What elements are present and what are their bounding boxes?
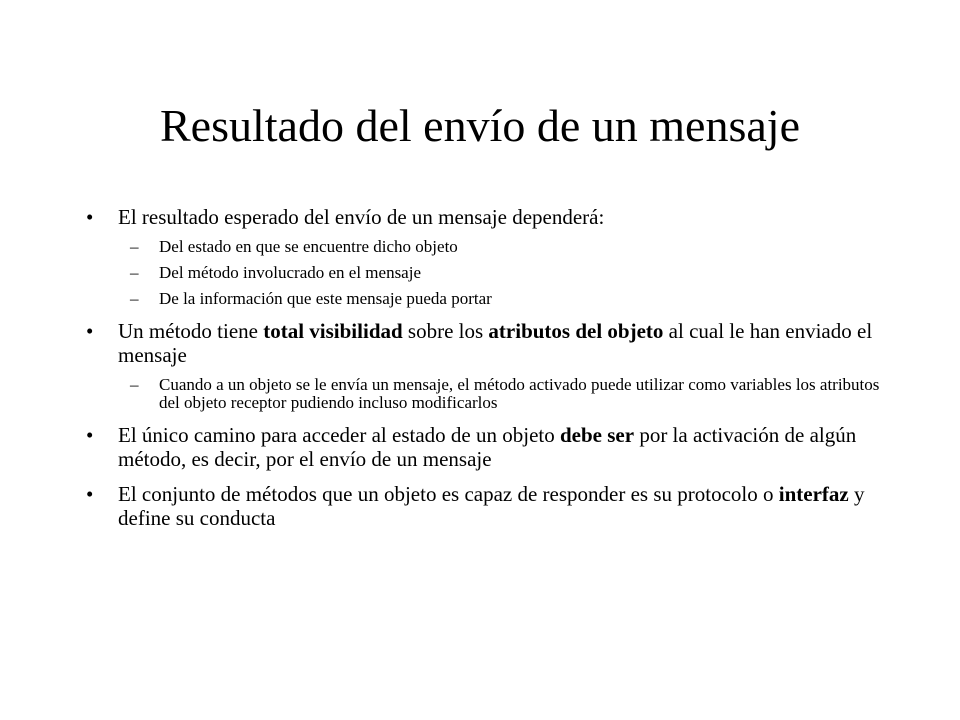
sub-item-text: Del método involucrado en el mensaje	[159, 263, 421, 282]
sub-item-text: De la información que este mensaje pueda portar	[159, 289, 492, 308]
text-segment: y define su conducta	[118, 482, 865, 530]
bullet-text	[118, 319, 872, 367]
text-segment: El conjunto de métodos que un objeto es capaz de responder es su protocolo o	[118, 482, 779, 506]
bullet-item-3	[86, 423, 886, 471]
sub-item-text: Del estado en que se encuentre dicho objeto	[159, 237, 458, 256]
dash-icon: –	[130, 263, 139, 282]
bold-text: debe ser	[559, 423, 635, 447]
bullet-text: El resultado esperado del envío de un mensaje dependerá:	[118, 205, 605, 229]
sub-item-1-1	[86, 238, 886, 256]
sub-item-2-1	[86, 376, 886, 412]
sub-item-1-2	[86, 264, 886, 282]
bold-text: total visibilidad	[263, 319, 403, 343]
bullet-icon: •	[86, 319, 94, 343]
text-segment: Un método tiene	[118, 319, 264, 343]
sub-item-1-3	[86, 290, 886, 308]
bullet-icon: •	[86, 205, 94, 229]
bullet-icon: •	[86, 482, 94, 506]
text-segment: al cual le han enviado el mensaje	[118, 319, 873, 367]
text-segment: por la activación de algún método, es decir, por el envío de un mensaje	[118, 423, 857, 471]
slide-title: Resultado del envío de un mensaje	[159, 100, 800, 151]
dash-icon: –	[130, 237, 139, 256]
dash-icon: –	[130, 289, 139, 308]
bullet-text	[118, 423, 856, 471]
bold-text: atributos del objeto	[488, 319, 664, 343]
bold-text: interfaz	[778, 482, 849, 506]
text-segment: sobre los	[402, 319, 489, 343]
bullet-list	[86, 205, 886, 530]
dash-icon: –	[130, 375, 139, 394]
bullet-icon: •	[86, 423, 94, 447]
bullet-item-1	[86, 205, 886, 229]
text-segment: El único camino para acceder al estado de un objeto	[118, 423, 560, 447]
bullet-text	[118, 482, 864, 530]
bullet-item-2	[86, 319, 886, 367]
sub-item-text: Cuando a un objeto se le envía un mensaje, el método activado puede utilizar como variables los atributos del objeto receptor pudiendo incluso modificarlos	[159, 375, 880, 412]
bullet-item-4	[86, 482, 886, 530]
